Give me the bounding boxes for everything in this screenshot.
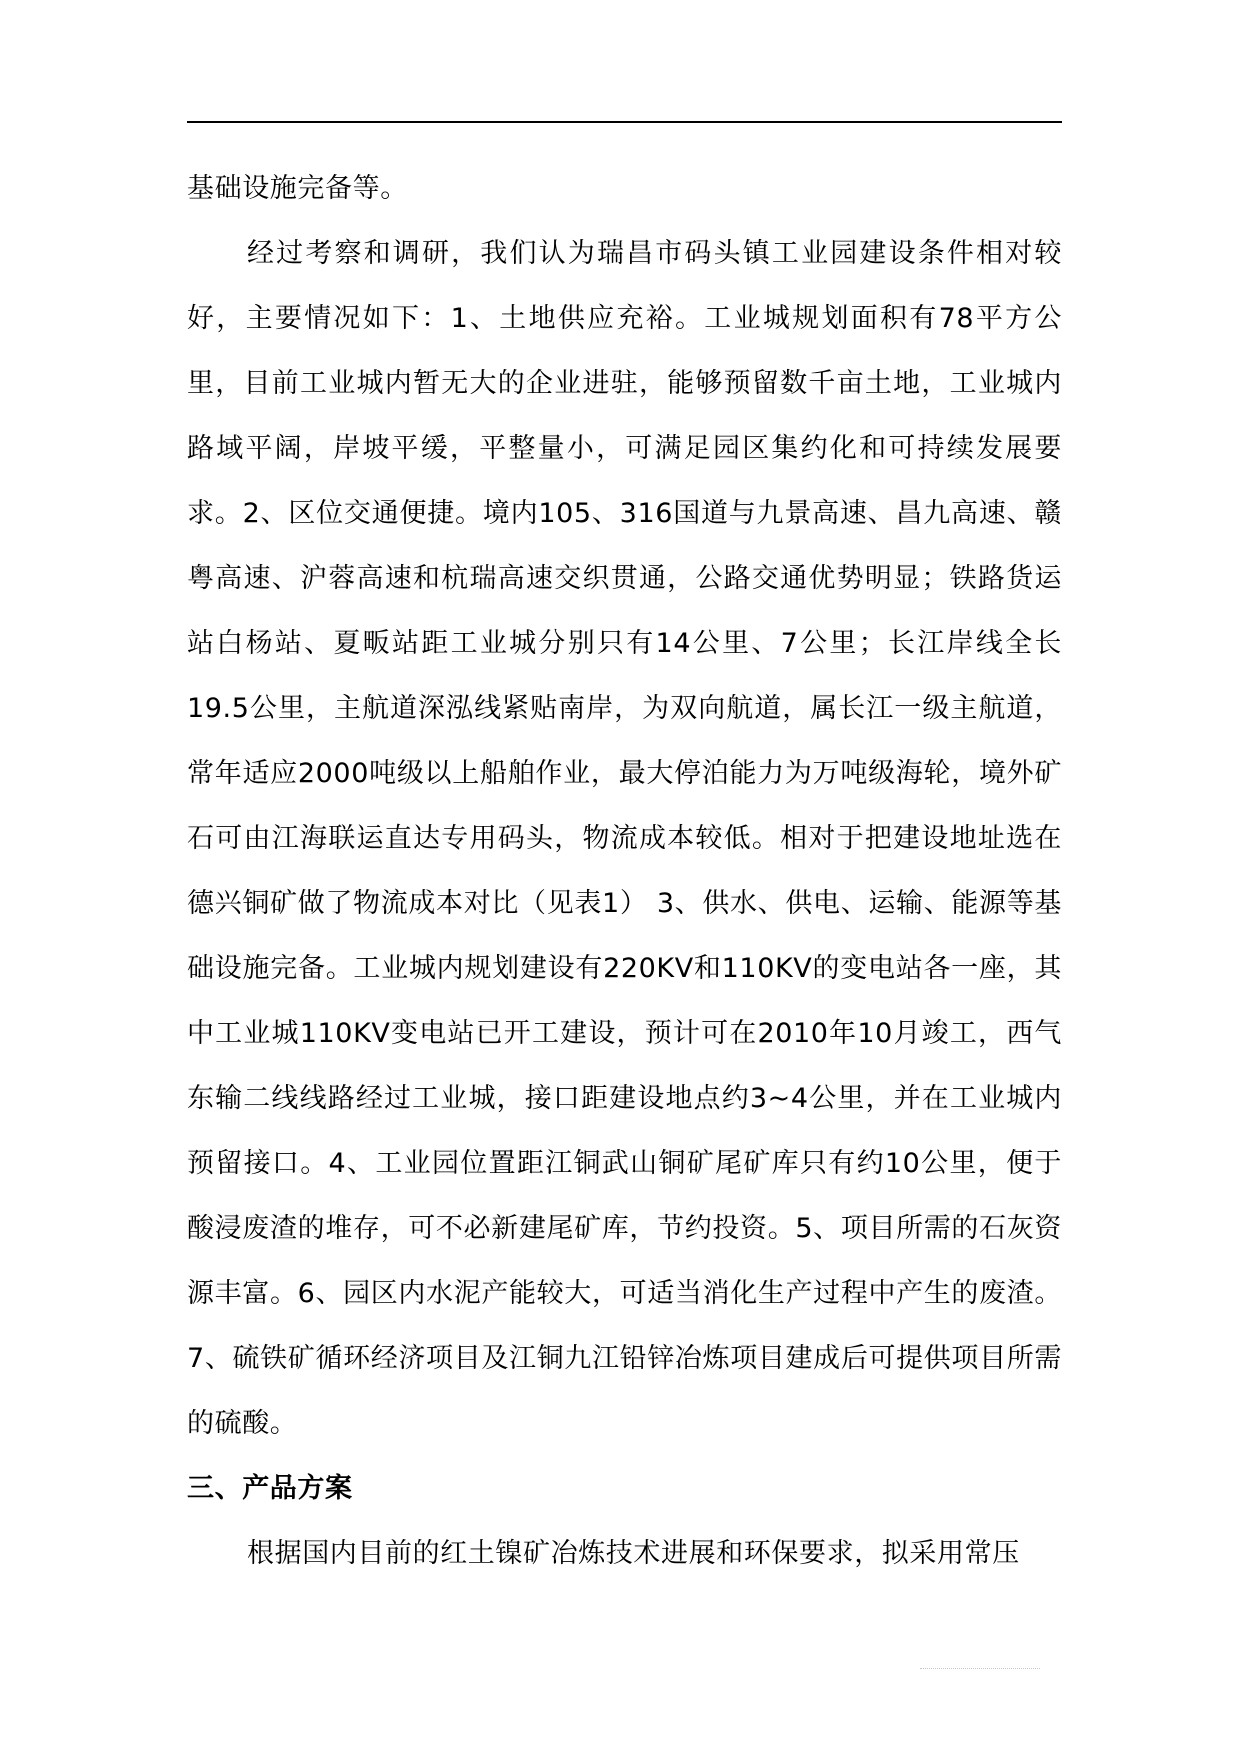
paragraph-product-plan: 根据国内目前的红土镍矿冶炼技术进展和环保要求，拟采用常压 — [247, 1538, 1020, 1569]
section-heading: 三、产品方案 — [187, 1473, 353, 1504]
header-rule — [187, 121, 1062, 123]
footer-dotted-line — [920, 1668, 1040, 1669]
paragraph-continuation: 基础设施完备等。 — [187, 173, 408, 204]
paragraph-site-conditions: 经过考察和调研，我们认为瑞昌市码头镇工业园建设条件相对较好，主要情况如下：1、土地供应充裕。工业城规划面积有78平方公里，目前工业城内暂无大的企业进驻，能够预留数千亩土地，工业城内路域平阔，岸坡平缓，平整量小，可满足园区集约化和可持续发展要求。2、区位交通便捷。境内105、316国道与九景高速、昌九高速、赣粤高速、沪蓉高速和杭瑞高速交织贯通，公路交通优势明显；铁路货运站白杨站、夏畈站距工业城分别只有14公里、7公里；长江岸线全长19.5公里，主航道深泓线紧贴南岸，为双向航道，属长江一级主航道，常年适应2000吨级以上船舶作业，最大停泊能力为万吨级海轮，境外矿石可由江海联运直达专用码头，物流成本较低。相对于把建设地址选在德兴铜矿做了物流成本对比（见表1） 3、供水、供电、运输、能源等基础设施完备。工业城内规划建设有220KV和110KV的变电站各一座，其中工业城110KV变电站已开工建设，预计可在2010年10月竣工，西气东输二线线路经过工业城，接口距建设地点约3~4公里，并在工业城内预留接口。4、工业园位置距江铜武山铜矿尾矿库只有约10公里，便于酸浸废渣的堆存，可不必新建尾矿库，节约投资。5、项目所需的石灰资源丰富。6、园区内水泥产能较大，可适当消化生产过程中产生的废渣。7、硫铁矿循环经济项目及江铜九江铅锌冶炼项目建成后可提供项目所需的硫酸。 — [187, 238, 1062, 1439]
document-body — [187, 156, 1062, 1586]
